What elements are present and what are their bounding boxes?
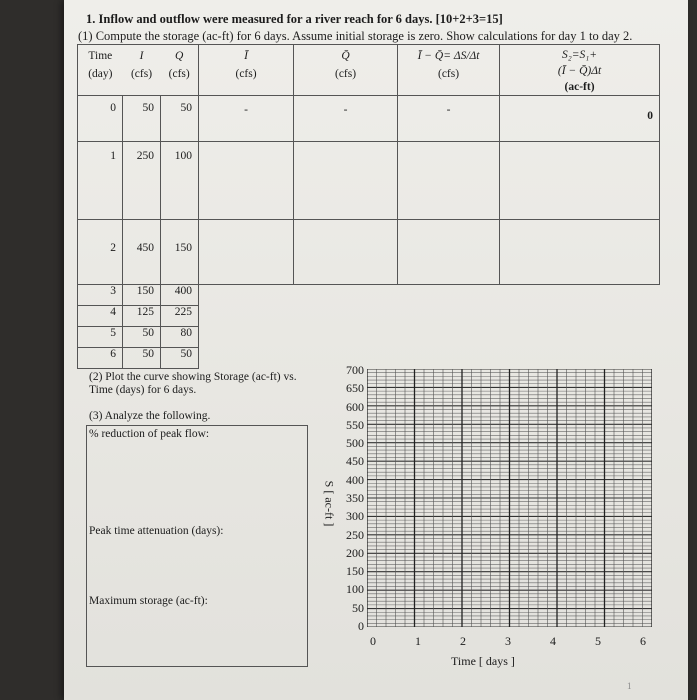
x-tick-label: 3 xyxy=(505,634,511,648)
x-tick-label: 5 xyxy=(595,634,601,648)
header-row xyxy=(78,45,660,96)
cell-inflow: 50 xyxy=(123,96,161,142)
cell-outflow: 50 xyxy=(161,96,199,142)
cell-avg-outflow xyxy=(294,142,398,220)
cell-day: 5 xyxy=(78,327,123,348)
cell-inflow: 50 xyxy=(123,348,161,369)
y-tick-label: 350 xyxy=(346,491,364,505)
x-tick-label: 2 xyxy=(460,634,466,648)
max-storage-label: Maximum storage (ac-ft): xyxy=(89,595,208,607)
cell-inflow: 450 xyxy=(123,220,161,285)
analysis-box xyxy=(86,425,308,667)
header-avg-inflow-unit: (cfs) xyxy=(235,68,257,80)
cell-diff xyxy=(398,220,500,285)
cell-storage xyxy=(500,142,660,220)
table-row xyxy=(78,285,660,306)
cell-day: 1 xyxy=(78,142,123,220)
peak-time-label: Peak time attenuation (days): xyxy=(89,525,224,537)
cell-storage: 0 xyxy=(500,96,660,142)
table-row xyxy=(78,327,660,348)
question-part2: (2) Plot the curve showing Storage (ac-ft) vs. Time (days) for 6 days. xyxy=(89,371,297,396)
x-tick-label: 4 xyxy=(550,634,556,648)
cell-day: 0 xyxy=(78,96,123,142)
cell-inflow: 150 xyxy=(123,285,161,306)
y-tick-label: 0 xyxy=(358,619,364,633)
y-tick-label: 500 xyxy=(346,436,364,451)
y-tick-label: 250 xyxy=(346,527,364,542)
y-tick-label: 550 xyxy=(346,417,364,432)
page-number: 1 xyxy=(627,681,632,691)
table-row xyxy=(78,348,660,369)
graph-y-label: S [ ac-ft ] xyxy=(322,480,337,527)
cell-outflow: 225 xyxy=(161,306,199,327)
header-diff: Ī − Q̄= ΔS/Δt xyxy=(417,50,480,62)
x-tick-label: 6 xyxy=(640,634,646,648)
cell-day: 2 xyxy=(78,220,123,285)
y-tick-label: 300 xyxy=(346,509,364,524)
table-row xyxy=(78,96,660,142)
cell-outflow: 150 xyxy=(161,220,199,285)
graph-grid xyxy=(367,369,652,627)
header-time: Time xyxy=(88,50,113,62)
cell-inflow: 250 xyxy=(123,142,161,220)
storage-table xyxy=(77,44,660,369)
cell-avg-outflow: - xyxy=(294,96,398,142)
cell-inflow: 50 xyxy=(123,327,161,348)
cell-avg-inflow: - xyxy=(199,96,294,142)
y-tick-label: 400 xyxy=(346,472,364,487)
header-avg-inflow: Ī xyxy=(244,50,248,62)
table-row xyxy=(78,142,660,220)
question-part1: (1) Compute the storage (ac-ft) for 6 days. Assume initial storage is zero. Show calculations for day 1 to day 2. xyxy=(78,29,633,43)
cell-day: 6 xyxy=(78,348,123,369)
cell-inflow: 125 xyxy=(123,306,161,327)
cell-day: 3 xyxy=(78,285,123,306)
y-tick-label: 200 xyxy=(346,545,364,560)
y-tick-label: 50 xyxy=(352,600,364,615)
cell-outflow: 100 xyxy=(161,142,199,220)
header-avg-outflow-unit: (cfs) xyxy=(334,68,357,80)
header-outflow: Q xyxy=(175,50,184,62)
header-storage-line2: (Ī − Q̄)Δt xyxy=(557,65,602,77)
header-time-unit: (day) xyxy=(88,68,113,80)
table-row xyxy=(78,306,660,327)
y-tick-label: 450 xyxy=(346,454,364,469)
header-diff-unit: (cfs) xyxy=(437,68,460,80)
header-inflow: I xyxy=(139,50,144,62)
x-tick-label: 0 xyxy=(370,634,376,648)
cell-avg-inflow xyxy=(199,142,294,220)
cell-diff: - xyxy=(398,96,500,142)
question-title: 1. Inflow and outflow were measured for a river reach for 6 days. [10+2+3=15] xyxy=(86,12,503,26)
y-tick-label: 100 xyxy=(346,582,364,597)
cell-day: 4 xyxy=(78,306,123,327)
cell-storage xyxy=(500,220,660,285)
y-tick-label: 650 xyxy=(346,381,364,396)
cell-outflow: 50 xyxy=(161,348,199,369)
y-tick-label: 700 xyxy=(346,363,364,377)
header-storage-line1: S₂=S₁+ xyxy=(562,49,598,61)
cell-diff xyxy=(398,142,500,220)
table-row xyxy=(78,220,660,285)
header-outflow-unit: (cfs) xyxy=(168,68,190,80)
cell-outflow: 80 xyxy=(161,327,199,348)
peak-reduction-label: % reduction of peak flow: xyxy=(89,428,210,440)
header-avg-outflow: Q̄ xyxy=(341,50,350,62)
x-tick-label: 1 xyxy=(415,634,421,648)
question-part3-title: (3) Analyze the following. xyxy=(89,410,211,422)
y-tick-label: 150 xyxy=(346,564,364,579)
y-tick-label: 600 xyxy=(346,399,364,414)
cell-avg-inflow xyxy=(199,220,294,285)
cell-avg-outflow xyxy=(294,220,398,285)
header-storage-unit: (ac-ft) xyxy=(564,81,595,93)
cell-outflow: 400 xyxy=(161,285,199,306)
graph-x-label: Time [ days ] xyxy=(451,654,515,668)
header-inflow-unit: (cfs) xyxy=(130,68,153,80)
